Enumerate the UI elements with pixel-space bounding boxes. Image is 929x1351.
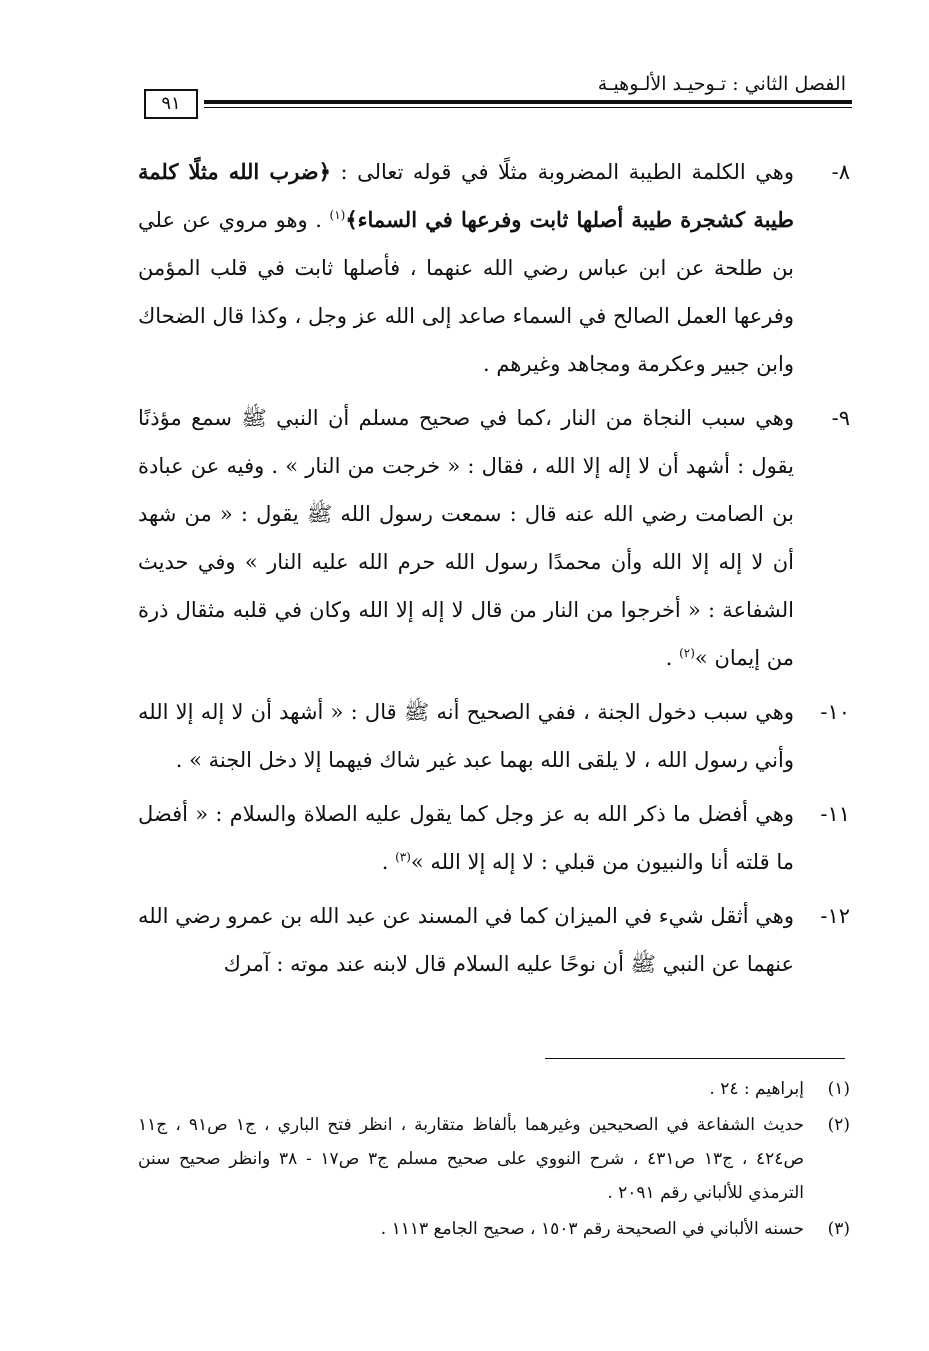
item-text-after: . [665,646,680,670]
item-text [138,148,794,388]
footnote-number: (٣) [827,1219,850,1239]
page-header [140,64,852,128]
item-text [138,394,794,682]
footnotes [138,1072,850,1248]
footnote-text: حديث الشفاعة في الصحيحين وغيرهما بألفاظ متقاربة ، انظر فتح الباري ، ج١ ص٩١ ، ج١١ ص٤٢٤ ، ج١٣ ص٤٣١ ، شرح النووي على صحيح مسلم ج٣ ص١٧ - ٣٨ وانظر صحيح سنن الترمذي للألباني رقم ٢٠٩١ . [138,1115,804,1203]
footnote-text: حسنه الألباني في الصحيحة رقم ١٥٠٣ ، صحيح الجامع ١١١٣ . [380,1219,804,1239]
footnote-separator [545,1058,845,1059]
item-number: ١١- [820,802,850,826]
header-rule-thin [204,107,852,108]
item-text-after: . [381,850,396,874]
list-item [138,148,850,388]
chapter-title: الفصل الثاني : تـوحيـد الألـوهيـة [597,73,846,95]
item-text [138,688,794,784]
footnote-ref: (١) [329,208,346,222]
item-text [138,892,794,988]
footnote-ref: (٢) [679,646,695,660]
item-text-before: وهي أفضل ما ذكر الله به عز وجل كما يقول عليه الصلاة والسلام : « أفضل ما قلته أنا والنبيون من قبلي : لا إله إلا الله » [138,802,794,874]
footnote-text: إبراهيم : ٢٤ . [709,1079,804,1099]
quran-verse: ﴿ضرب الله مثلًا كلمة طيبة كشجرة طيبة أصلها ثابت وفرعها في السماء﴾ [138,159,795,232]
list-item [138,892,850,988]
item-number: ١٢- [820,904,850,928]
item-text-before: وهي سبب النجاة من النار ،كما في صحيح مسلم أن النبي ﷺ سمع مؤذنًا يقول : أشهد أن لا إله إلا الله ، فقال : « خرجت من النار » . وفيه عن عبادة بن الصامت رضي الله عنه قال : سمعت رسول الله ﷺ يقول : « من شهد أن لا إله إلا الله وأن محمدًا رسول الله حرم الله عليه النار » وفي حديث الشفاعة : « أخرجوا من النار من قال لا إله إلا الله وكان في قلبه مثقال ذرة من إيمان » [138,406,794,670]
item-number: ١٠- [820,700,850,724]
footnote [138,1072,850,1106]
item-text-before: وهي أثقل شيء في الميزان كما في المسند عن عبد الله بن عمرو رضي الله عنهما عن النبي ﷺ أن نوحًا عليه السلام قال لابنه عند موته : آمرك [138,904,794,976]
item-text-before: وهي سبب دخول الجنة ، ففي الصحيح أنه ﷺ قال : « أشهد أن لا إله إلا الله وأني رسول الله ، لا يلقى الله بهما عبد غير شاك فيهما إلا دخل الجنة » . [138,700,794,772]
footnote-ref: (٣) [395,850,411,864]
footnote-number: (١) [827,1079,850,1099]
item-text [138,790,794,886]
page-number: ٩١ [144,89,198,119]
footnote [138,1212,850,1246]
item-text-after: . وهو مروي عن علي بن طلحة عن ابن عباس رضي الله عنهما ، فأصلها ثابت في قلب المؤمن وفرعها العمل الصالح في السماء صاعد إلى الله عز وجل ، وكذا قال الضحاك وابن جبير وعكرمة ومجاهد وغيرهم . [138,208,794,376]
item-text-before: وهي الكلمة الطيبة المضروبة مثلًا في قوله تعالى : [330,160,794,184]
item-number: ٨- [831,160,850,184]
page-body [138,148,850,994]
list-item [138,790,850,886]
item-number: ٩- [831,406,850,430]
list-item [138,394,850,682]
header-rule-thick [204,100,852,104]
footnote [138,1108,850,1210]
list-item [138,688,850,784]
footnote-number: (٢) [827,1115,850,1135]
